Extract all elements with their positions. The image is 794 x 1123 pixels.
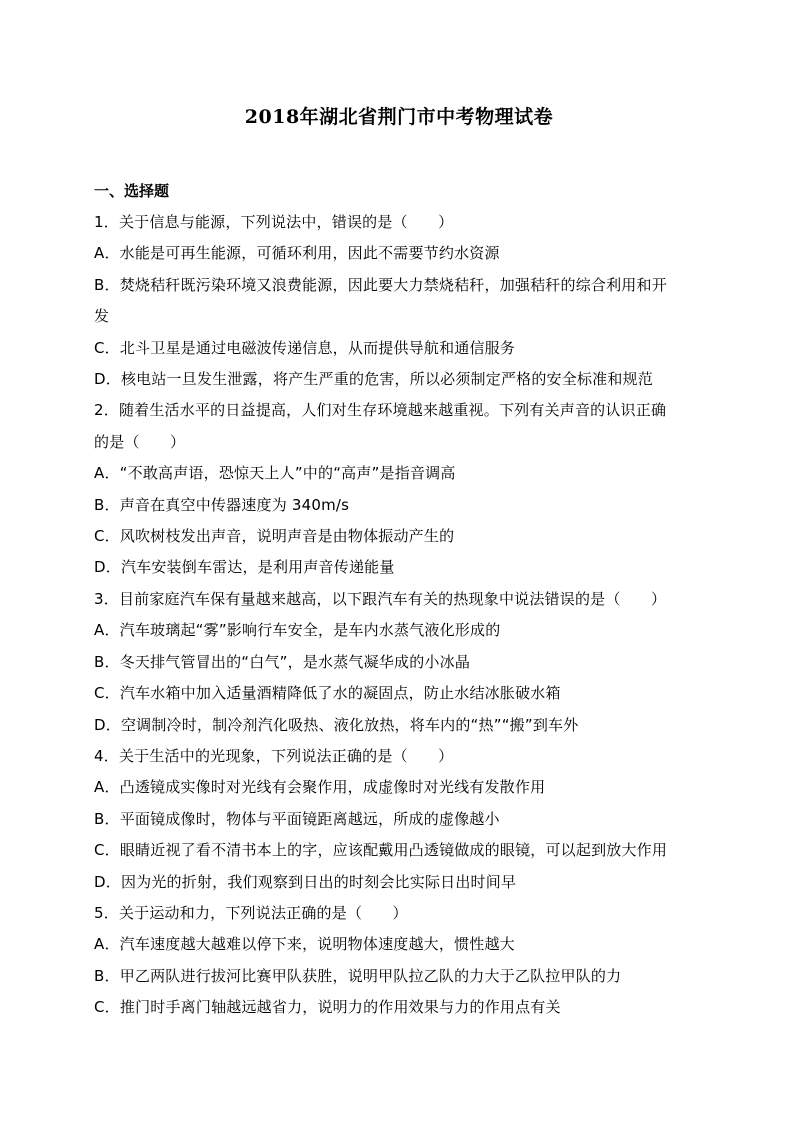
text-line: A．汽车玻璃起“雾”影响行车安全，是车内水蒸气液化形成的: [94, 621, 501, 640]
text-line: C．推门时手离门轴越远越省力，说明力的作用效果与力的作用点有关: [94, 998, 561, 1017]
text-line: A．凸透镜成实像时对光线有会聚作用，成虚像时对光线有发散作用: [94, 778, 546, 797]
text-line: 2．随着生活水平的日益提高，人们对生存环境越来越重视。下列有关声音的认识正确: [94, 401, 667, 420]
text-line: A．汽车速度越大越难以停下来，说明物体速度越大，惯性越大: [94, 935, 515, 954]
text-line: 3．目前家庭汽车保有量越来越高，以下跟汽车有关的热现象中说法错误的是（ ）: [94, 589, 667, 608]
section-heading: 一、选择题: [94, 182, 170, 200]
page-title: 2018年湖北省荆门市中考物理试卷: [244, 106, 554, 128]
text-line: C．风吹树枝发出声音，说明声音是由物体振动产生的: [94, 527, 455, 546]
text-line: 4．关于生活中的光现象，下列说法正确的是（ ）: [94, 746, 454, 765]
text-line: D．因为光的折射，我们观察到日出的时刻会比实际日出时间早: [94, 872, 517, 891]
text-line: 5．关于运动和力，下列说法正确的是（ ）: [94, 903, 408, 922]
text-line: A．“不敢高声语，恐惊天上人”中的“高声”是指音调高: [94, 464, 456, 483]
text-line: B．甲乙两队进行拔河比赛甲队获胜，说明甲队拉乙队的力大于乙队拉甲队的力: [94, 966, 622, 985]
text-line: B．声音在真空中传器速度为 340m/s: [94, 495, 350, 514]
text-line: D．核电站一旦发生泄露，将产生严重的危害，所以必须制定严格的安全标准和规范: [94, 370, 653, 389]
question-list: [94, 207, 704, 1024]
text-line: A．水能是可再生能源，可循环利用，因此不需要节约水资源: [94, 244, 500, 263]
text-line: B．焚烧秸秆既污染环境又浪费能源，因此要大力禁烧秸秆，加强秸秆的综合利用和开: [94, 275, 667, 294]
text-line: B．平面镜成像时，物体与平面镜距离越远，所成的虚像越小: [94, 809, 500, 828]
text-line: 的是（ ）: [94, 432, 186, 451]
text-line: C．北斗卫星是通过电磁波传递信息，从而提供导航和通信服务: [94, 338, 516, 357]
text-line: D．汽车安装倒车雷达，是利用声音传递能量: [94, 558, 395, 577]
text-line: C．眼睛近视了看不清书本上的字，应该配戴用凸透镜做成的眼镜，可以起到放大作用: [94, 841, 668, 860]
text-line: 发: [94, 307, 110, 326]
text-line: B．冬天排气管冒出的“白气”，是水蒸气凝华成的小冰晶: [94, 652, 471, 671]
text-line: C．汽车水箱中加入适量酒精降低了水的凝固点，防止水结冰胀破水箱: [94, 684, 561, 703]
text-line: 1．关于信息与能源，下列说法中，错误的是（ ）: [94, 213, 454, 231]
text-line: D．空调制冷时，制冷剂汽化吸热、液化放热，将车内的“热”“搬”到车外: [94, 715, 579, 734]
